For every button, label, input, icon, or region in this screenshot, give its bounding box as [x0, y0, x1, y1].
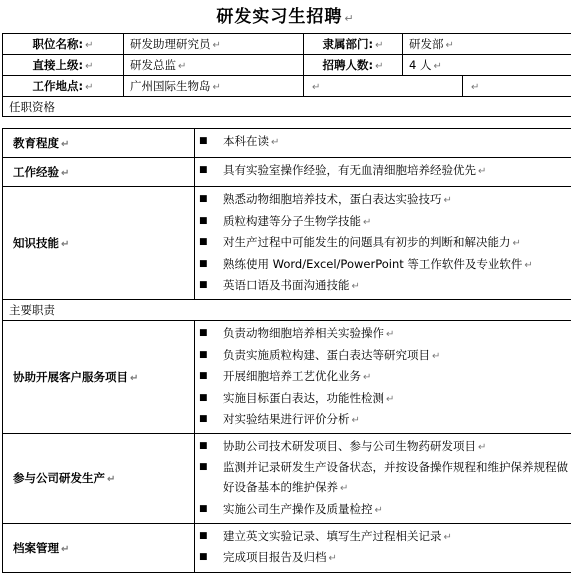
list-item: ■ 监测并记录研发生产设备状态，并按设备操作规程和维护保养规程做好设备基本的维护保养 ↵ — [199, 457, 571, 499]
category-cell: 协助开展客户服务项目 ↵ — [3, 321, 195, 434]
bullet-icon: ■ — [199, 189, 208, 211]
items-cell — [195, 433, 571, 523]
section-row — [3, 97, 571, 117]
location-value-cell: 广州国际生物岛 ↵ — [124, 76, 304, 97]
items-cell — [195, 187, 571, 300]
bullet-icon: ■ — [199, 254, 208, 276]
requirement-row — [3, 187, 571, 300]
list-item: ■ 负责动物细胞培养相关实验操作 ↵ — [199, 323, 571, 345]
items-cell — [195, 129, 571, 158]
dept-value-cell: 研发部 ↵ — [403, 34, 571, 55]
bullet-icon: ■ — [199, 275, 208, 297]
list-item: ■ 质粒构建等分子生物学技能 ↵ — [199, 211, 571, 233]
list-item: ■ 熟悉动物细胞培养技术，蛋白表达实验技巧 ↵ — [199, 189, 571, 211]
bullet-icon: ■ — [199, 366, 208, 388]
position-label-cell: 职位名称: ↵ — [3, 34, 124, 55]
list-item: ■ 熟练使用 Word/Excel/PowerPoint 等工作软件及专业软件 ↵ — [199, 254, 571, 276]
bullet-icon: ■ — [199, 526, 208, 548]
list-item: ■ 英语口语及书面沟通技能 ↵ — [199, 275, 571, 297]
list-item: ■ 实施公司生产操作及质量检控 ↵ — [199, 499, 571, 521]
duty-row — [3, 321, 571, 434]
category-cell: 档案管理 ↵ — [3, 523, 195, 572]
category-cell: 知识技能 ↵ — [3, 187, 195, 300]
list-item: ■ 对实验结果进行评价分析 ↵ — [199, 409, 571, 431]
bullet-icon: ■ — [199, 409, 208, 431]
requirements-table — [2, 128, 571, 321]
list-item: ■ 本科在读 ↵ — [199, 131, 571, 153]
list-item: ■ 完成项目报告及归档 ↵ — [199, 547, 571, 569]
duty-row — [3, 523, 571, 572]
category-cell: 教育程度 ↵ — [3, 129, 195, 158]
duty-row — [3, 433, 571, 523]
location-label-cell: 工作地点: ↵ — [3, 76, 124, 97]
bullet-icon: ■ — [199, 232, 208, 254]
category-cell: 参与公司研发生产 ↵ — [3, 433, 195, 523]
list-item: ■ 对生产过程中可能发生的问题具有初步的判断和解决能力 ↵ — [199, 232, 571, 254]
bullet-icon: ■ — [199, 131, 208, 153]
requirements-section-label: 任职资格 — [3, 97, 571, 117]
bullet-icon: ■ — [199, 457, 208, 477]
supervisor-value-cell: 研发总监 ↵ — [124, 55, 304, 76]
empty-cell: ↵ — [463, 76, 571, 97]
list-item: ■ 负责实施质粒构建、蛋白表达等研究项目 ↵ — [199, 345, 571, 367]
bullet-icon: ■ — [199, 499, 208, 521]
page-title: 研发实习生招聘 ↵ — [0, 2, 571, 27]
info-row — [3, 76, 571, 97]
position-value-cell: 研发助理研究员 ↵ — [124, 34, 304, 55]
list-item: ■ 具有实验室操作经验，有无血清细胞培养经验优先 ↵ — [199, 160, 571, 182]
empty-cell: ↵ — [304, 76, 463, 97]
bullet-icon: ■ — [199, 436, 208, 458]
duties-table — [2, 320, 571, 573]
count-value-cell: 4 人 ↵ — [403, 55, 571, 76]
duties-section-label: 主要职责 — [3, 299, 571, 320]
bullet-icon: ■ — [199, 345, 208, 367]
list-item: ■ 开展细胞培养工艺优化业务 ↵ — [199, 366, 571, 388]
category-cell: 工作经验 ↵ — [3, 158, 195, 187]
items-cell — [195, 523, 571, 572]
requirement-row — [3, 158, 571, 187]
section-row — [3, 299, 571, 320]
count-label-cell: 招聘人数: ↵ — [304, 55, 403, 76]
info-row — [3, 34, 571, 55]
bullet-icon: ■ — [199, 388, 208, 410]
bullet-icon: ■ — [199, 211, 208, 233]
dept-label-cell: 隶属部门: ↵ — [304, 34, 403, 55]
items-cell — [195, 158, 571, 187]
list-item: ■ 协助公司技术研发项目、参与公司生物药研发项目 ↵ — [199, 436, 571, 458]
supervisor-label-cell: 直接上级: ↵ — [3, 55, 124, 76]
bullet-icon: ■ — [199, 547, 208, 569]
requirement-row — [3, 129, 571, 158]
items-cell — [195, 321, 571, 434]
info-row — [3, 55, 571, 76]
list-item: ■ 实施目标蛋白表达，功能性检测 ↵ — [199, 388, 571, 410]
job-info-table — [2, 33, 571, 117]
bullet-icon: ■ — [199, 323, 208, 345]
bullet-icon: ■ — [199, 160, 208, 182]
list-item: ■ 建立英文实验记录、填写生产过程相关记录 ↵ — [199, 526, 571, 548]
